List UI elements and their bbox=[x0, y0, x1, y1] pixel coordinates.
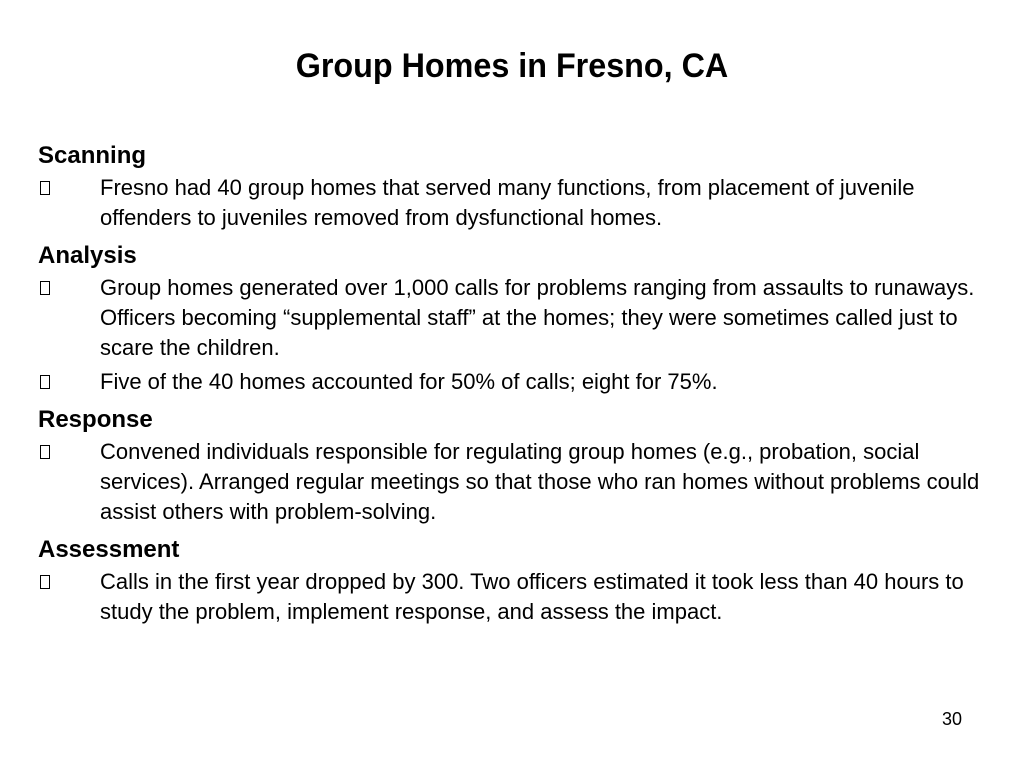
bullet-item bbox=[38, 567, 988, 627]
bullet-text: Five of the 40 homes accounted for 50% of calls; eight for 75%. bbox=[100, 369, 718, 394]
bullet-text: Calls in the first year dropped by 300. Two officers estimated it took less than 40 hours to study the problem, implement response, and assess the impact. bbox=[100, 569, 964, 624]
section-heading-analysis: Analysis bbox=[38, 242, 137, 269]
section-heading-scanning: Scanning bbox=[38, 142, 147, 169]
bullet-text: Fresno had 40 group homes that served many functions, from placement of juvenile offenders to juveniles removed from dysfunctional homes. bbox=[100, 175, 915, 230]
bullet-item bbox=[38, 437, 988, 527]
bullet-box-icon bbox=[40, 375, 50, 389]
slide-title: Group Homes in Fresno, CA bbox=[295, 47, 729, 85]
section-heading-assessment: Assessment bbox=[38, 536, 180, 563]
response-bullet-list bbox=[38, 437, 988, 527]
section-heading-response: Response bbox=[38, 406, 153, 433]
scanning-bullet-list bbox=[38, 173, 988, 233]
assessment-bullet-list bbox=[38, 567, 988, 627]
bullet-text: Convened individuals responsible for regulating group homes (e.g., probation, social services). Arranged regular meetings so that those who ran homes without problems could assist others with problem-solving. bbox=[100, 439, 980, 524]
bullet-item bbox=[38, 173, 988, 233]
bullet-text: Group homes generated over 1,000 calls for problems ranging from assaults to runaways. Officers becoming “supplemental staff” at the homes; they were sometimes called just to scare the children. bbox=[100, 275, 975, 360]
bullet-item bbox=[38, 273, 988, 363]
bullet-box-icon bbox=[40, 445, 50, 459]
slide-content bbox=[38, 139, 988, 633]
bullet-box-icon bbox=[40, 281, 50, 295]
bullet-item bbox=[38, 367, 988, 397]
bullet-box-icon bbox=[40, 575, 50, 589]
page-number: 30 bbox=[941, 709, 962, 729]
analysis-bullet-list bbox=[38, 273, 988, 397]
bullet-box-icon bbox=[40, 181, 50, 195]
